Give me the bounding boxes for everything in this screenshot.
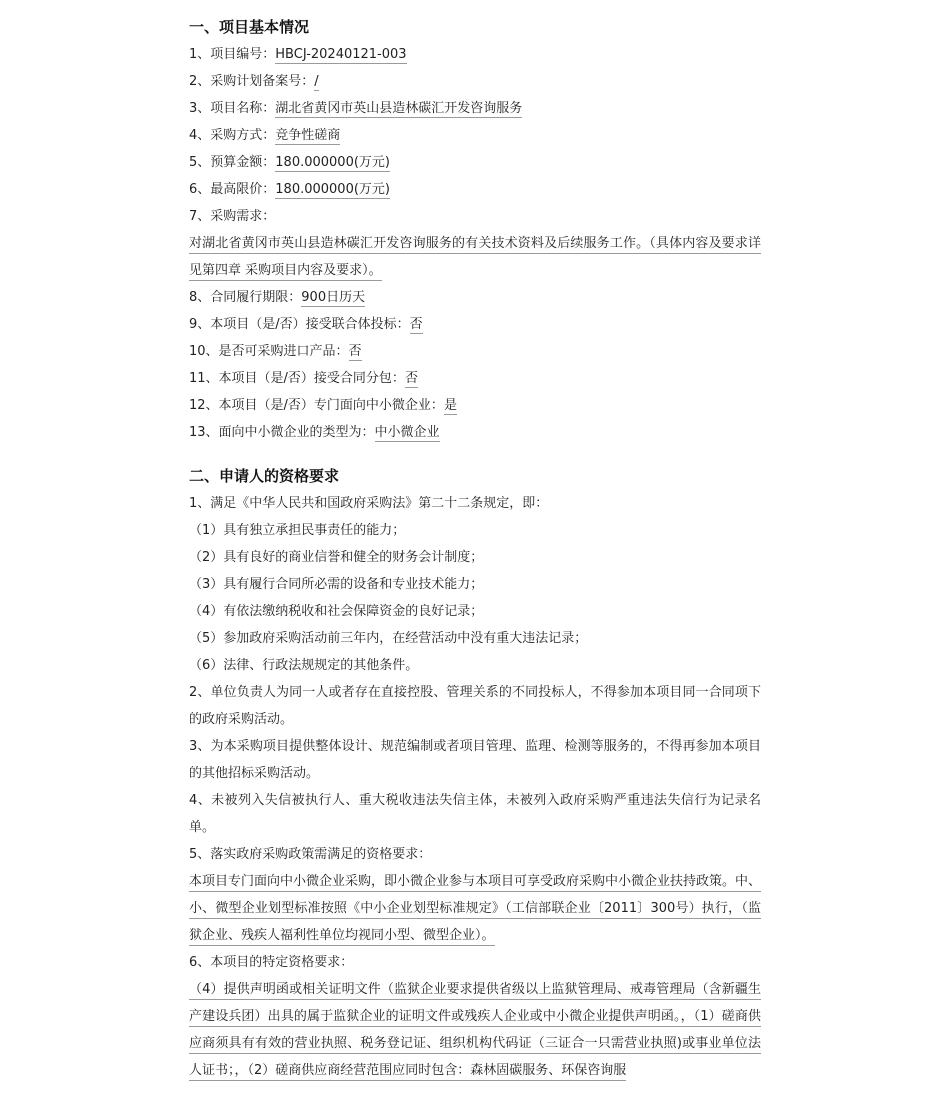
requirement-1-sub: （4）有依法缴纳税收和社会保障资金的良好记录； xyxy=(189,604,484,619)
item-max-price: 6、最高限价：180.000000(万元) xyxy=(189,182,390,197)
requirement-1: 1、满足《中华人民共和国政府采购法》第二十二条规定，即： xyxy=(189,496,549,511)
item-subcontract: 11、本项目（是/否）接受合同分包：否 xyxy=(189,371,418,386)
item-plan-record-number: 2、采购计划备案号：/ xyxy=(189,74,319,89)
item-project-name: 3、项目名称：湖北省黄冈市英山县造林碳汇开发咨询服务 xyxy=(189,101,523,116)
requirement-6-text: （4）提供声明函或相关证明文件（监狱企业要求提供省级以上监狱管理局、戒毒管理局（含新疆生产建设兵团）出具的属于监狱企业的证明文件或残疾人企业或中小微企业提供声明函。，（1）磋商供应商须具有有效的营业执照、税务登记证、组织机构代码证（三证合一只需营业执照)或事业单位法人证书；，（2）磋商供应商经营范围应同时包含：森林固碳服务、环保咨询服 xyxy=(189,976,761,1084)
section-1-title: 一、项目基本情况 xyxy=(189,18,310,36)
item-procurement-demand-label: 7、采购需求： xyxy=(189,209,276,224)
requirement-1-sub: （2）具有良好的商业信誉和健全的财务会计制度； xyxy=(189,550,484,565)
item-budget-amount: 5、预算金额：180.000000(万元) xyxy=(189,155,390,170)
item-sme-type: 13、面向中小微企业的类型为：中小微企业 xyxy=(189,425,440,440)
requirement-1-sub: （5）参加政府采购活动前三年内，在经营活动中没有重大违法记录； xyxy=(189,631,588,646)
document-body xyxy=(189,0,761,1084)
requirement-6: 6、本项目的特定资格要求： xyxy=(189,955,354,970)
item-procurement-method: 4、采购方式：竞争性磋商 xyxy=(189,128,341,143)
requirement-4: 4、未被列入失信被执行人、重大税收违法失信主体，未被列入政府采购严重违法失信行为记录名单。 xyxy=(189,793,761,835)
requirement-1-sub: （6）法律、行政法规规定的其他条件。 xyxy=(189,658,419,673)
item-consortium-bid: 9、本项目（是/否）接受联合体投标：否 xyxy=(189,317,423,332)
section-2-title: 二、申请人的资格要求 xyxy=(189,467,340,485)
requirement-1-sub: （3）具有履行合同所必需的设备和专业技术能力； xyxy=(189,577,484,592)
item-project-number: 1、项目编号：HBCJ-20240121-003 xyxy=(189,47,407,62)
requirement-1-sub: （1）具有独立承担民事责任的能力； xyxy=(189,523,406,538)
requirement-3: 3、为本采购项目提供整体设计、规范编制或者项目管理、监理、检测等服务的，不得再参加本项目的其他招标采购活动。 xyxy=(189,739,761,781)
requirement-5: 5、落实政府采购政策需满足的资格要求： xyxy=(189,847,432,862)
item-contract-period: 8、合同履行期限：900日历天 xyxy=(189,290,366,305)
item-sme-oriented: 12、本项目（是/否）专门面向中小微企业：是 xyxy=(189,398,457,413)
procurement-demand-text: 对湖北省黄冈市英山县造林碳汇开发咨询服务的有关技术资料及后续服务工作。（具体内容及要求详见第四章 采购项目内容及要求）。 xyxy=(189,230,761,284)
item-import-products: 10、是否可采购进口产品：否 xyxy=(189,344,362,359)
requirement-5-text: 本项目专门面向中小微企业采购，即小微企业参与本项目可享受政府采购中小微企业扶持政策。中、小、微型企业划型标准按照《中小企业划型标准规定》（工信部联企业〔2011〕300号）执行，（监狱企业、残疾人福利性单位均视同小型、微型企业）。 xyxy=(189,868,761,949)
requirement-2: 2、单位负责人为同一人或者存在直接控股、管理关系的不同投标人，不得参加本项目同一合同项下的政府采购活动。 xyxy=(189,685,761,727)
